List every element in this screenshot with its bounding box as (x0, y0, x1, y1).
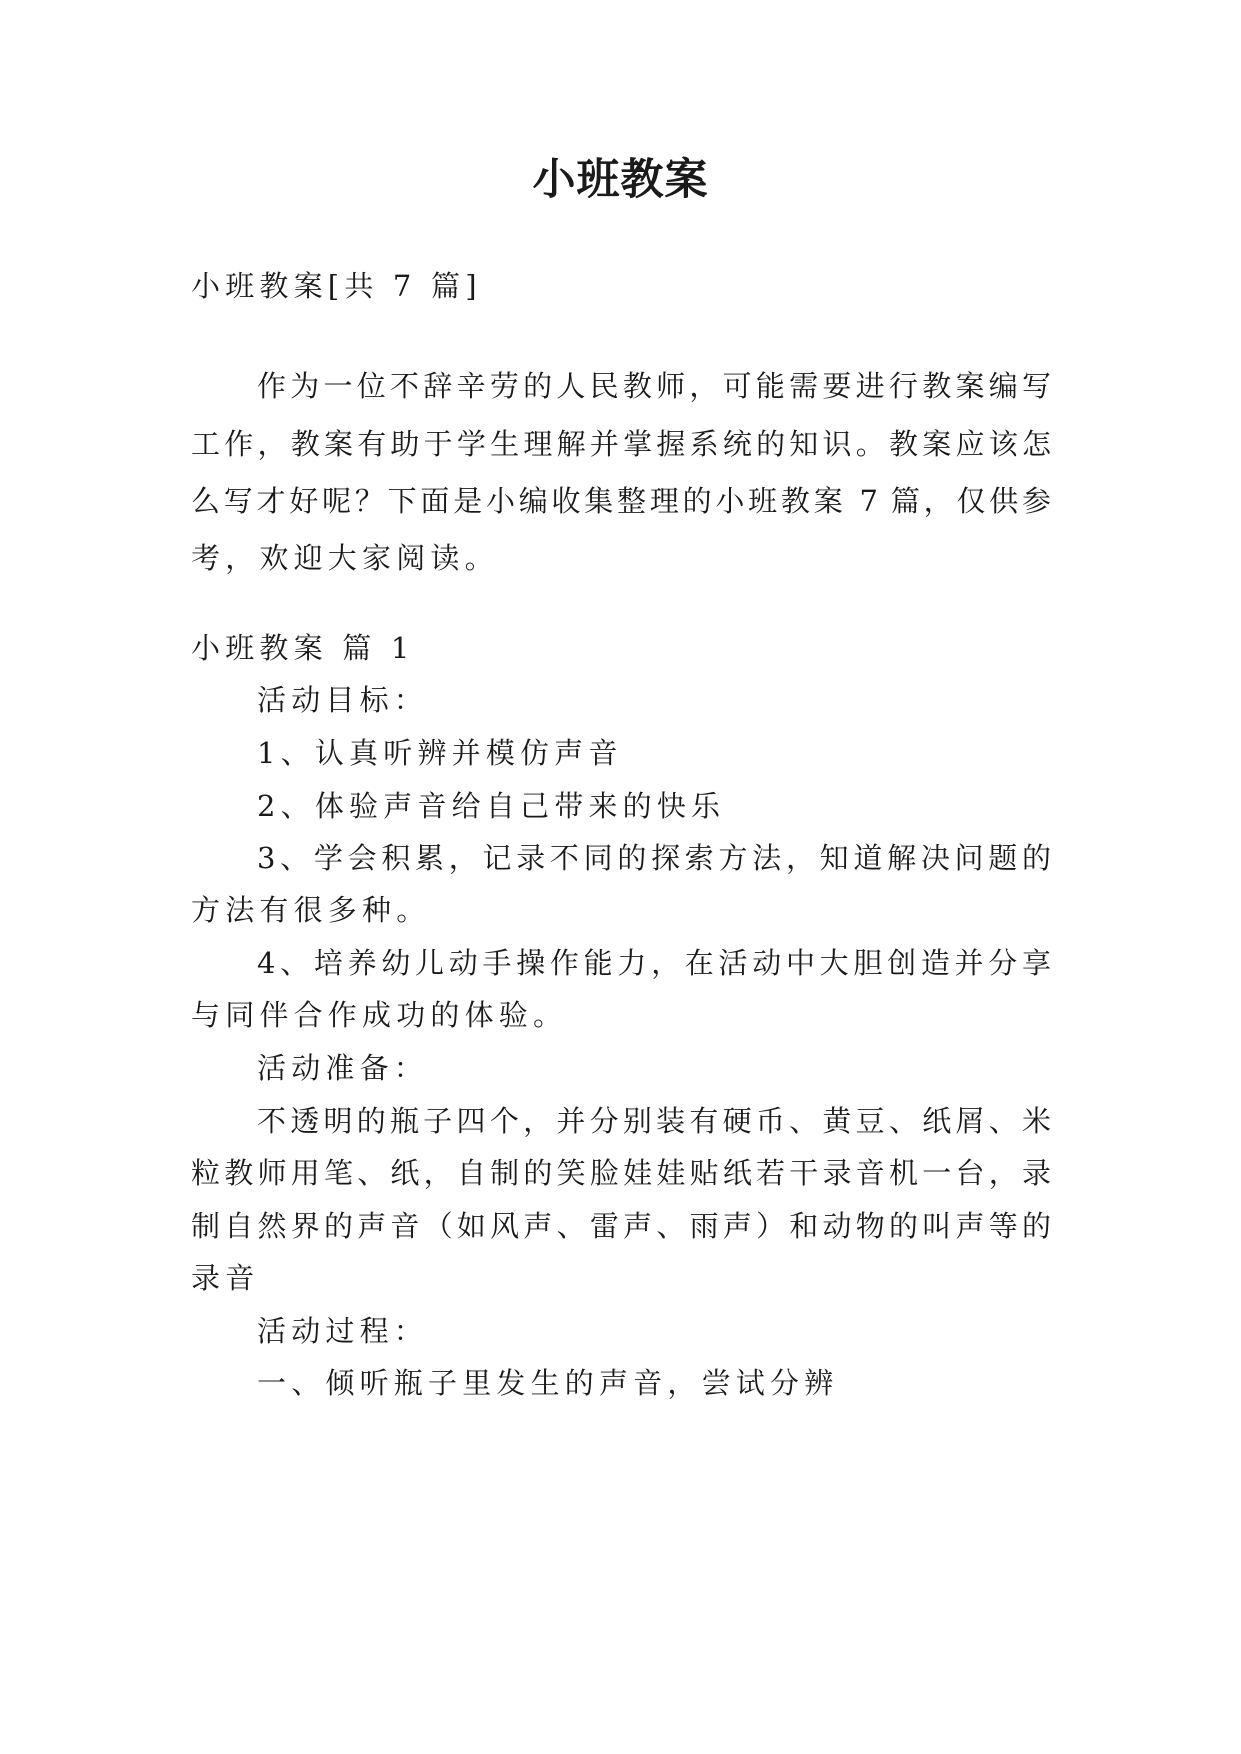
body-line: 与同伴合作成功的体验。 (191, 998, 568, 1032)
body-line: 1、认真听辨并模仿声音 (257, 736, 623, 770)
body-line: 活动目标： (257, 683, 429, 717)
body-line: 方法有很多种。 (191, 893, 431, 927)
body-line: 一、倾听瓶子里发生的声音，尝试分辨 (257, 1366, 839, 1400)
section-heading: 小班教案 篇 1 (191, 631, 415, 665)
document-subtitle: 小班教案[共 7 篇] (191, 269, 482, 303)
intro-line: 工作，教案有助于学生理解并掌握系统的知识。教案应该怎 (191, 427, 1051, 461)
body-line: 3、学会积累，记录不同的探索方法，知道解决问题的 (257, 841, 1051, 875)
intro-line: 考，欢迎大家阅读。 (191, 541, 499, 575)
body-line: 制自然界的声音（如风声、雷声、雨声）和动物的叫声等的 (191, 1209, 1051, 1243)
page-title: 小班教案 (532, 155, 709, 205)
body-line: 4、培养幼儿动手操作能力，在活动中大胆创造并分享 (257, 946, 1051, 980)
body-line: 粒教师用笔、纸，自制的笑脸娃娃贴纸若干录音机一台，录 (191, 1156, 1051, 1190)
body-line: 2、体验声音给自己带来的快乐 (257, 789, 726, 823)
body-line: 不透明的瓶子四个，并分别装有硬币、黄豆、纸屑、米 (257, 1104, 1051, 1138)
body-line: 录音 (191, 1261, 260, 1295)
intro-line: 作为一位不辞辛劳的人民教师，可能需要进行教案编写 (257, 369, 1051, 403)
body-line: 活动准备： (257, 1051, 429, 1085)
body-line: 活动过程： (257, 1314, 429, 1348)
intro-line: 么写才好呢？下面是小编收集整理的小班教案 7 篇，仅供参 (191, 484, 1051, 518)
